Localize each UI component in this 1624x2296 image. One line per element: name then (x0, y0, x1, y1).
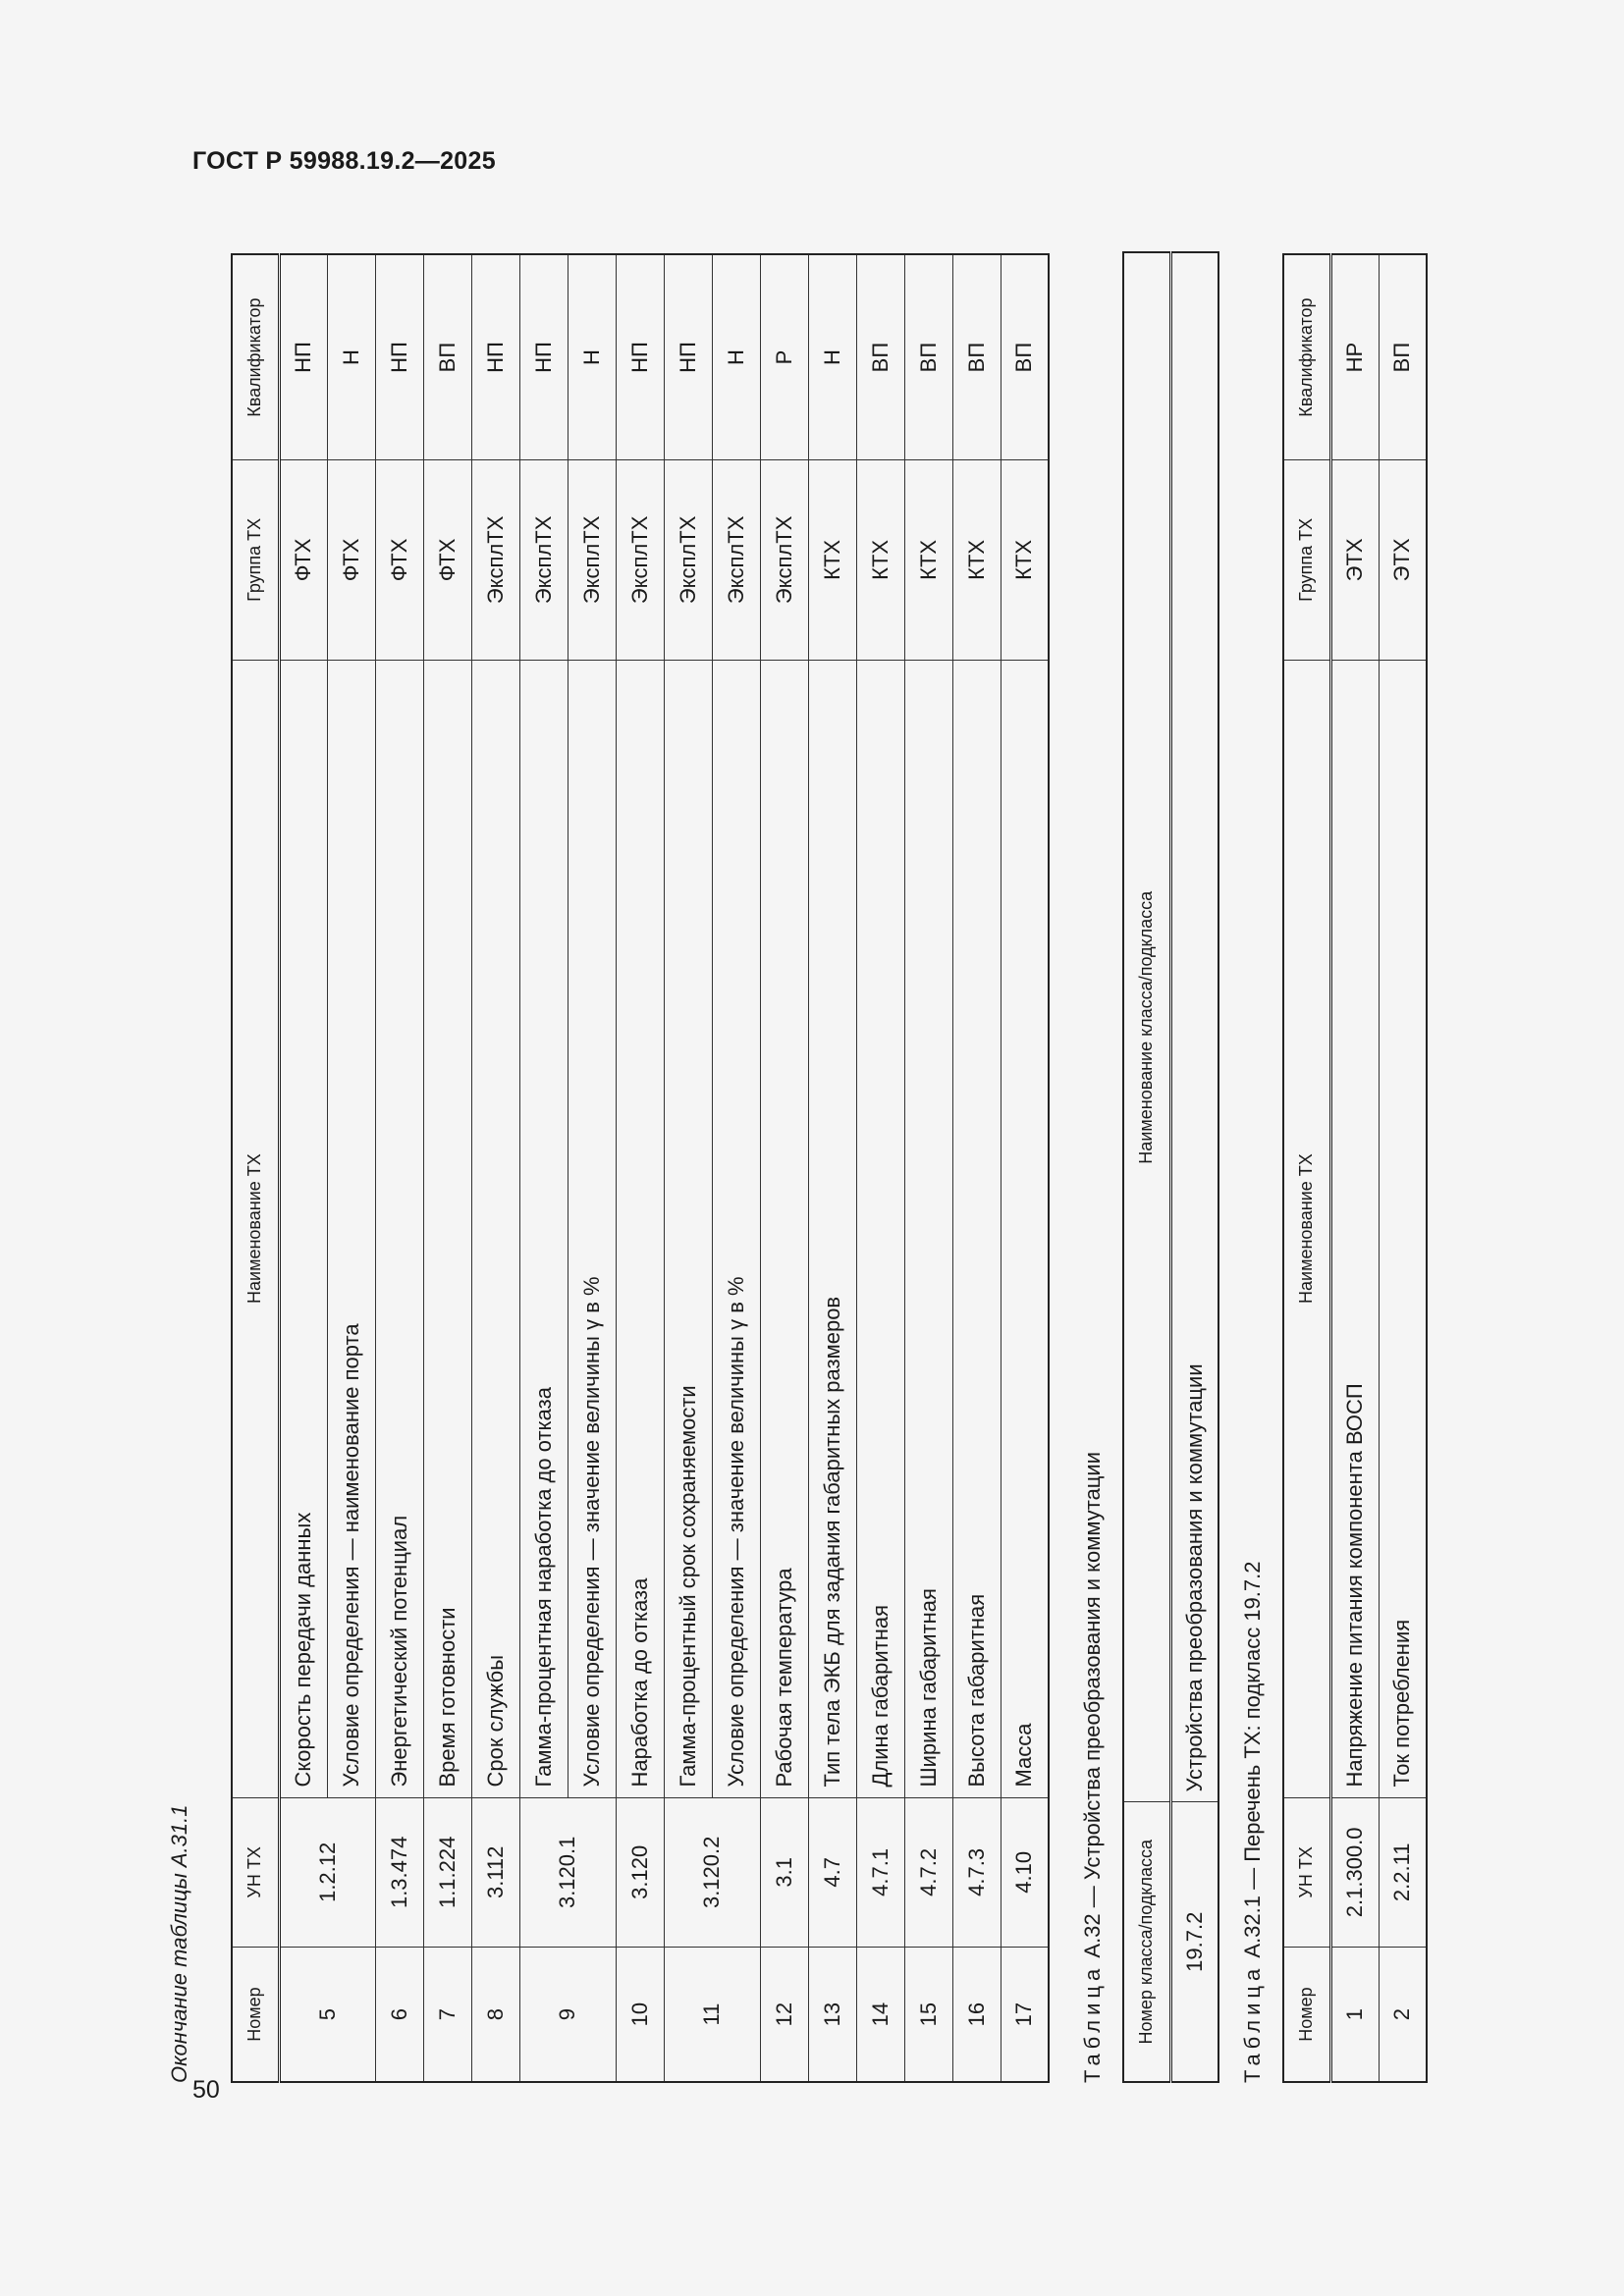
cell-qual: Н (808, 254, 856, 460)
cell-qual: ВП (952, 254, 1001, 460)
table-row (616, 254, 664, 2082)
cell-qual: ВП (1001, 254, 1049, 460)
cell-name: Тип тела ЭКБ для задания габаритных размеров (808, 660, 856, 1797)
cell-un: 3.120.2 (664, 1797, 760, 1948)
cell-qual: Р (760, 254, 808, 460)
cell-qual: ВП (856, 254, 904, 460)
cell-num: 16 (952, 1948, 1001, 2082)
cell-un: 4.7.3 (952, 1797, 1001, 1948)
cell-group: КТХ (1001, 460, 1049, 660)
cell-name: Время готовности (423, 660, 471, 1797)
cell-qual: НП (664, 254, 712, 460)
cell-qual: Н (712, 254, 760, 460)
cell-name: Ток потребления (1379, 660, 1427, 1797)
cell-num: 5 (279, 1948, 375, 2082)
caption-text: А.32.1 — Перечень ТХ: подкласс 19.7.2 (1240, 1561, 1265, 1958)
table-a32-1 (1282, 253, 1428, 2083)
cell-group: ФТХ (279, 460, 327, 660)
table-row (471, 254, 519, 2082)
cell-un: 2.1.300.0 (1330, 1797, 1379, 1948)
cell-num: 12 (760, 1948, 808, 2082)
table-row (1330, 254, 1379, 2082)
col-header-name: Наименование ТХ (1283, 660, 1330, 1797)
cell-num: 6 (375, 1948, 423, 2082)
cell-name: Масса (1001, 660, 1049, 1797)
col-header-group: Группа ТХ (232, 460, 279, 660)
col-header-group: Группа ТХ (1283, 460, 1330, 660)
table-row (1170, 252, 1218, 2082)
cell-name: Устройства преобразования и коммутации (1170, 252, 1218, 1802)
cell-name: Энергетический потенциал (375, 660, 423, 1797)
cell-qual: Н (327, 254, 375, 460)
table-row (519, 254, 568, 2082)
cell-num: 11 (664, 1948, 760, 2082)
col-header-qual: Квалификатор (1283, 254, 1330, 460)
cell-qual: НП (616, 254, 664, 460)
col-header-qual: Квалификатор (232, 254, 279, 460)
cell-group: ЭксплТХ (712, 460, 760, 660)
table-a32-1-caption (1240, 1562, 1266, 2084)
cell-un: 1.3.474 (375, 1797, 423, 1948)
continuation-label: Окончание таблицы А.31.1 (167, 1804, 191, 2083)
table-row (952, 254, 1001, 2082)
table-row (808, 254, 856, 2082)
table-header-row (1123, 252, 1170, 2082)
table-header-row (232, 254, 279, 2082)
cell-name: Гамма-процентная наработка до отказа (519, 660, 568, 1797)
cell-name: Ширина габаритная (904, 660, 952, 1797)
cell-qual: Н (568, 254, 616, 460)
table-row (904, 254, 952, 2082)
cell-group: ФТХ (375, 460, 423, 660)
table-row (1001, 254, 1049, 2082)
caption-word: Таблица (1240, 1963, 1265, 2083)
cell-un: 3.1 (760, 1797, 808, 1948)
col-header-num: Номер (232, 1948, 279, 2082)
cell-name: Рабочая температура (760, 660, 808, 1797)
cell-un: 3.112 (471, 1797, 519, 1948)
cell-name: Условие определения — наименование порта (327, 660, 375, 1797)
cell-num: 15 (904, 1948, 952, 2082)
table-a32 (1122, 251, 1219, 2083)
cell-group: ЭксплТХ (471, 460, 519, 660)
cell-num: 7 (423, 1948, 471, 2082)
cell-qual: ВП (904, 254, 952, 460)
cell-group: КТХ (856, 460, 904, 660)
cell-num: 9 (519, 1948, 616, 2082)
cell-group: ФТХ (327, 460, 375, 660)
cell-name: Условие определения — значение величины γ в % (712, 660, 760, 1797)
cell-code: 19.7.2 (1170, 1802, 1218, 2082)
cell-num: 2 (1379, 1948, 1427, 2082)
table-row (664, 254, 712, 2082)
table-row (856, 254, 904, 2082)
col-header-num: Номер (1283, 1948, 1330, 2082)
table-row (423, 254, 471, 2082)
page-number: 50 (192, 2076, 220, 2104)
cell-num: 8 (471, 1948, 519, 2082)
cell-name: Напряжение питания компонента ВОСП (1330, 660, 1379, 1797)
table-row (760, 254, 808, 2082)
cell-un: 2.2.11 (1379, 1797, 1427, 1948)
caption-word: Таблица (1080, 1963, 1105, 2083)
table-row (1379, 254, 1427, 2082)
cell-un: 4.7 (808, 1797, 856, 1948)
cell-group: ЭксплТХ (568, 460, 616, 660)
cell-group: ЭксплТХ (664, 460, 712, 660)
cell-name: Условие определения — значение величины γ в % (568, 660, 616, 1797)
cell-qual: НР (1330, 254, 1379, 460)
cell-un: 1.1.224 (423, 1797, 471, 1948)
cell-name: Высота габаритная (952, 660, 1001, 1797)
cell-group: ЭксплТХ (760, 460, 808, 660)
col-header-un: УН ТХ (232, 1797, 279, 1948)
cell-qual: НП (375, 254, 423, 460)
table-a32-caption (1080, 1452, 1106, 2083)
cell-un: 4.7.2 (904, 1797, 952, 1948)
cell-qual: ВП (423, 254, 471, 460)
cell-group: ЭТХ (1379, 460, 1427, 660)
cell-num: 14 (856, 1948, 904, 2082)
col-header-name: Наименование класса/подкласса (1123, 252, 1170, 1802)
table-row (375, 254, 423, 2082)
cell-num: 10 (616, 1948, 664, 2082)
cell-group: КТХ (952, 460, 1001, 660)
cell-name: Длина габаритная (856, 660, 904, 1797)
table-row (279, 254, 327, 2082)
cell-group: КТХ (904, 460, 952, 660)
cell-group: КТХ (808, 460, 856, 660)
cell-num: 13 (808, 1948, 856, 2082)
cell-name: Наработка до отказа (616, 660, 664, 1797)
cell-group: ЭксплТХ (519, 460, 568, 660)
cell-qual: НП (471, 254, 519, 460)
cell-name: Скорость передачи данных (279, 660, 327, 1797)
document-code: ГОСТ Р 59988.19.2—2025 (192, 147, 496, 175)
cell-name: Гамма-процентный срок сохраняемости (664, 660, 712, 1797)
cell-group: ФТХ (423, 460, 471, 660)
cell-qual: НП (279, 254, 327, 460)
cell-un: 4.7.1 (856, 1797, 904, 1948)
table-a31-1 (231, 253, 1050, 2083)
cell-un: 3.120.1 (519, 1797, 616, 1948)
cell-un: 4.10 (1001, 1797, 1049, 1948)
cell-qual: НП (519, 254, 568, 460)
cell-qual: ВП (1379, 254, 1427, 460)
caption-text: А.32 — Устройства преобразования и коммутации (1080, 1452, 1105, 1958)
cell-num: 17 (1001, 1948, 1049, 2082)
cell-un: 1.2.12 (279, 1797, 375, 1948)
cell-num: 1 (1330, 1948, 1379, 2082)
col-header-code: Номер класса/подкласса (1123, 1802, 1170, 2082)
table-header-row (1283, 254, 1330, 2082)
col-header-name: Наименование ТХ (232, 660, 279, 1797)
cell-group: ЭксплТХ (616, 460, 664, 660)
cell-un: 3.120 (616, 1797, 664, 1948)
cell-name: Срок службы (471, 660, 519, 1797)
rotated-content (167, 198, 1434, 2083)
cell-group: ЭТХ (1330, 460, 1379, 660)
col-header-un: УН ТХ (1283, 1797, 1330, 1948)
